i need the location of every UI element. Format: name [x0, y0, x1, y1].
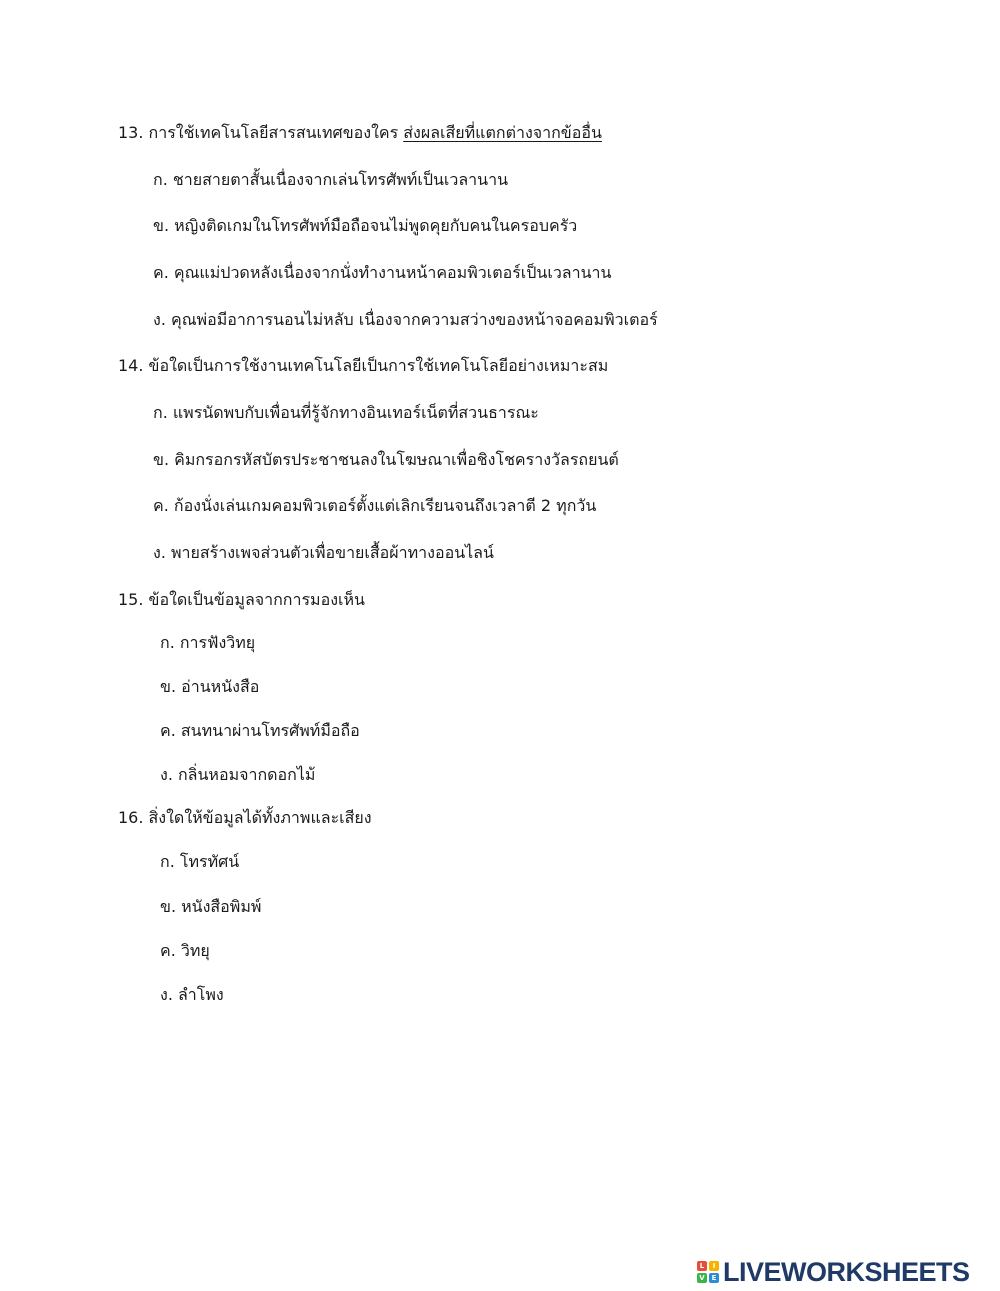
- question-14-choice-d: ง. พายสร้างเพจส่วนตัวเพื่อขายเสื้อผ้าทางออนไลน์: [153, 543, 494, 562]
- question-15-choice-a: ก. การฟังวิทยุ: [160, 633, 256, 652]
- logo-tile-v: V: [697, 1273, 707, 1283]
- liveworksheets-logo-icon: [697, 1261, 719, 1283]
- question-16-stem: 16. สิ่งใดให้ข้อมูลได้ทั้งภาพและเสียง: [118, 808, 372, 827]
- question-13-choice-b: ข. หญิงติดเกมในโทรศัพท์มือถือจนไม่พูดคุยกับคนในครอบครัว: [153, 216, 578, 235]
- liveworksheets-logo: [697, 1258, 970, 1286]
- question-15-choice-c: ค. สนทนาผ่านโทรศัพท์มือถือ: [160, 721, 360, 740]
- question-15-choice-d: ง. กลิ่นหอมจากดอกไม้: [160, 765, 316, 784]
- liveworksheets-logo-text: LIVEWORKSHEETS: [723, 1256, 970, 1287]
- logo-tile-i: I: [709, 1261, 719, 1271]
- logo-tile-e: E: [709, 1273, 719, 1283]
- question-13-stem: [118, 122, 602, 144]
- question-16-choice-a: ก. โทรทัศน์: [160, 852, 240, 871]
- question-16-choice-c: ค. วิทยุ: [160, 941, 210, 960]
- question-14-choice-b: ข. คิมกรอกรหัสบัตรประชาชนลงในโฆษณาเพื่อชิงโชครางวัลรถยนต์: [153, 450, 619, 469]
- question-15-stem: 15. ข้อใดเป็นข้อมูลจากการมองเห็น: [118, 590, 365, 609]
- question-13-underlined-text: ส่งผลเสียที่แตกต่างจากข้ออื่น: [403, 123, 602, 142]
- question-13-choice-c: ค. คุณแม่ปวดหลังเนื่องจากนั่งทำงานหน้าคอมพิวเตอร์เป็นเวลานาน: [153, 263, 612, 282]
- question-14-choice-a: ก. แพรนัดพบกับเพื่อนที่รู้จักทางอินเทอร์เน็ตที่สวนธารณะ: [153, 403, 539, 422]
- question-13-text: 13. การใช้เทคโนโลยีสารสนเทศของใคร: [118, 123, 404, 142]
- question-14-choice-c: ค. ก้องนั่งเล่นเกมคอมพิวเตอร์ตั้งแต่เลิกเรียนจนถึงเวลาตี 2 ทุกวัน: [153, 496, 597, 515]
- question-14-stem: 14. ข้อใดเป็นการใช้งานเทคโนโลยีเป็นการใช้เทคโนโลยีอย่างเหมาะสม: [118, 356, 609, 375]
- question-13-choice-a: ก. ชายสายตาสั้นเนื่องจากเล่นโทรศัพท์เป็นเวลานาน: [153, 170, 509, 189]
- question-16-choice-b: ข. หนังสือพิมพ์: [160, 897, 262, 916]
- logo-tile-l: L: [697, 1261, 707, 1271]
- question-15-choice-b: ข. อ่านหนังสือ: [160, 677, 260, 696]
- question-13-choice-d: ง. คุณพ่อมีอาการนอนไม่หลับ เนื่องจากความสว่างของหน้าจอคอมพิวเตอร์: [153, 310, 658, 329]
- question-16-choice-d: ง. ลำโพง: [160, 985, 224, 1004]
